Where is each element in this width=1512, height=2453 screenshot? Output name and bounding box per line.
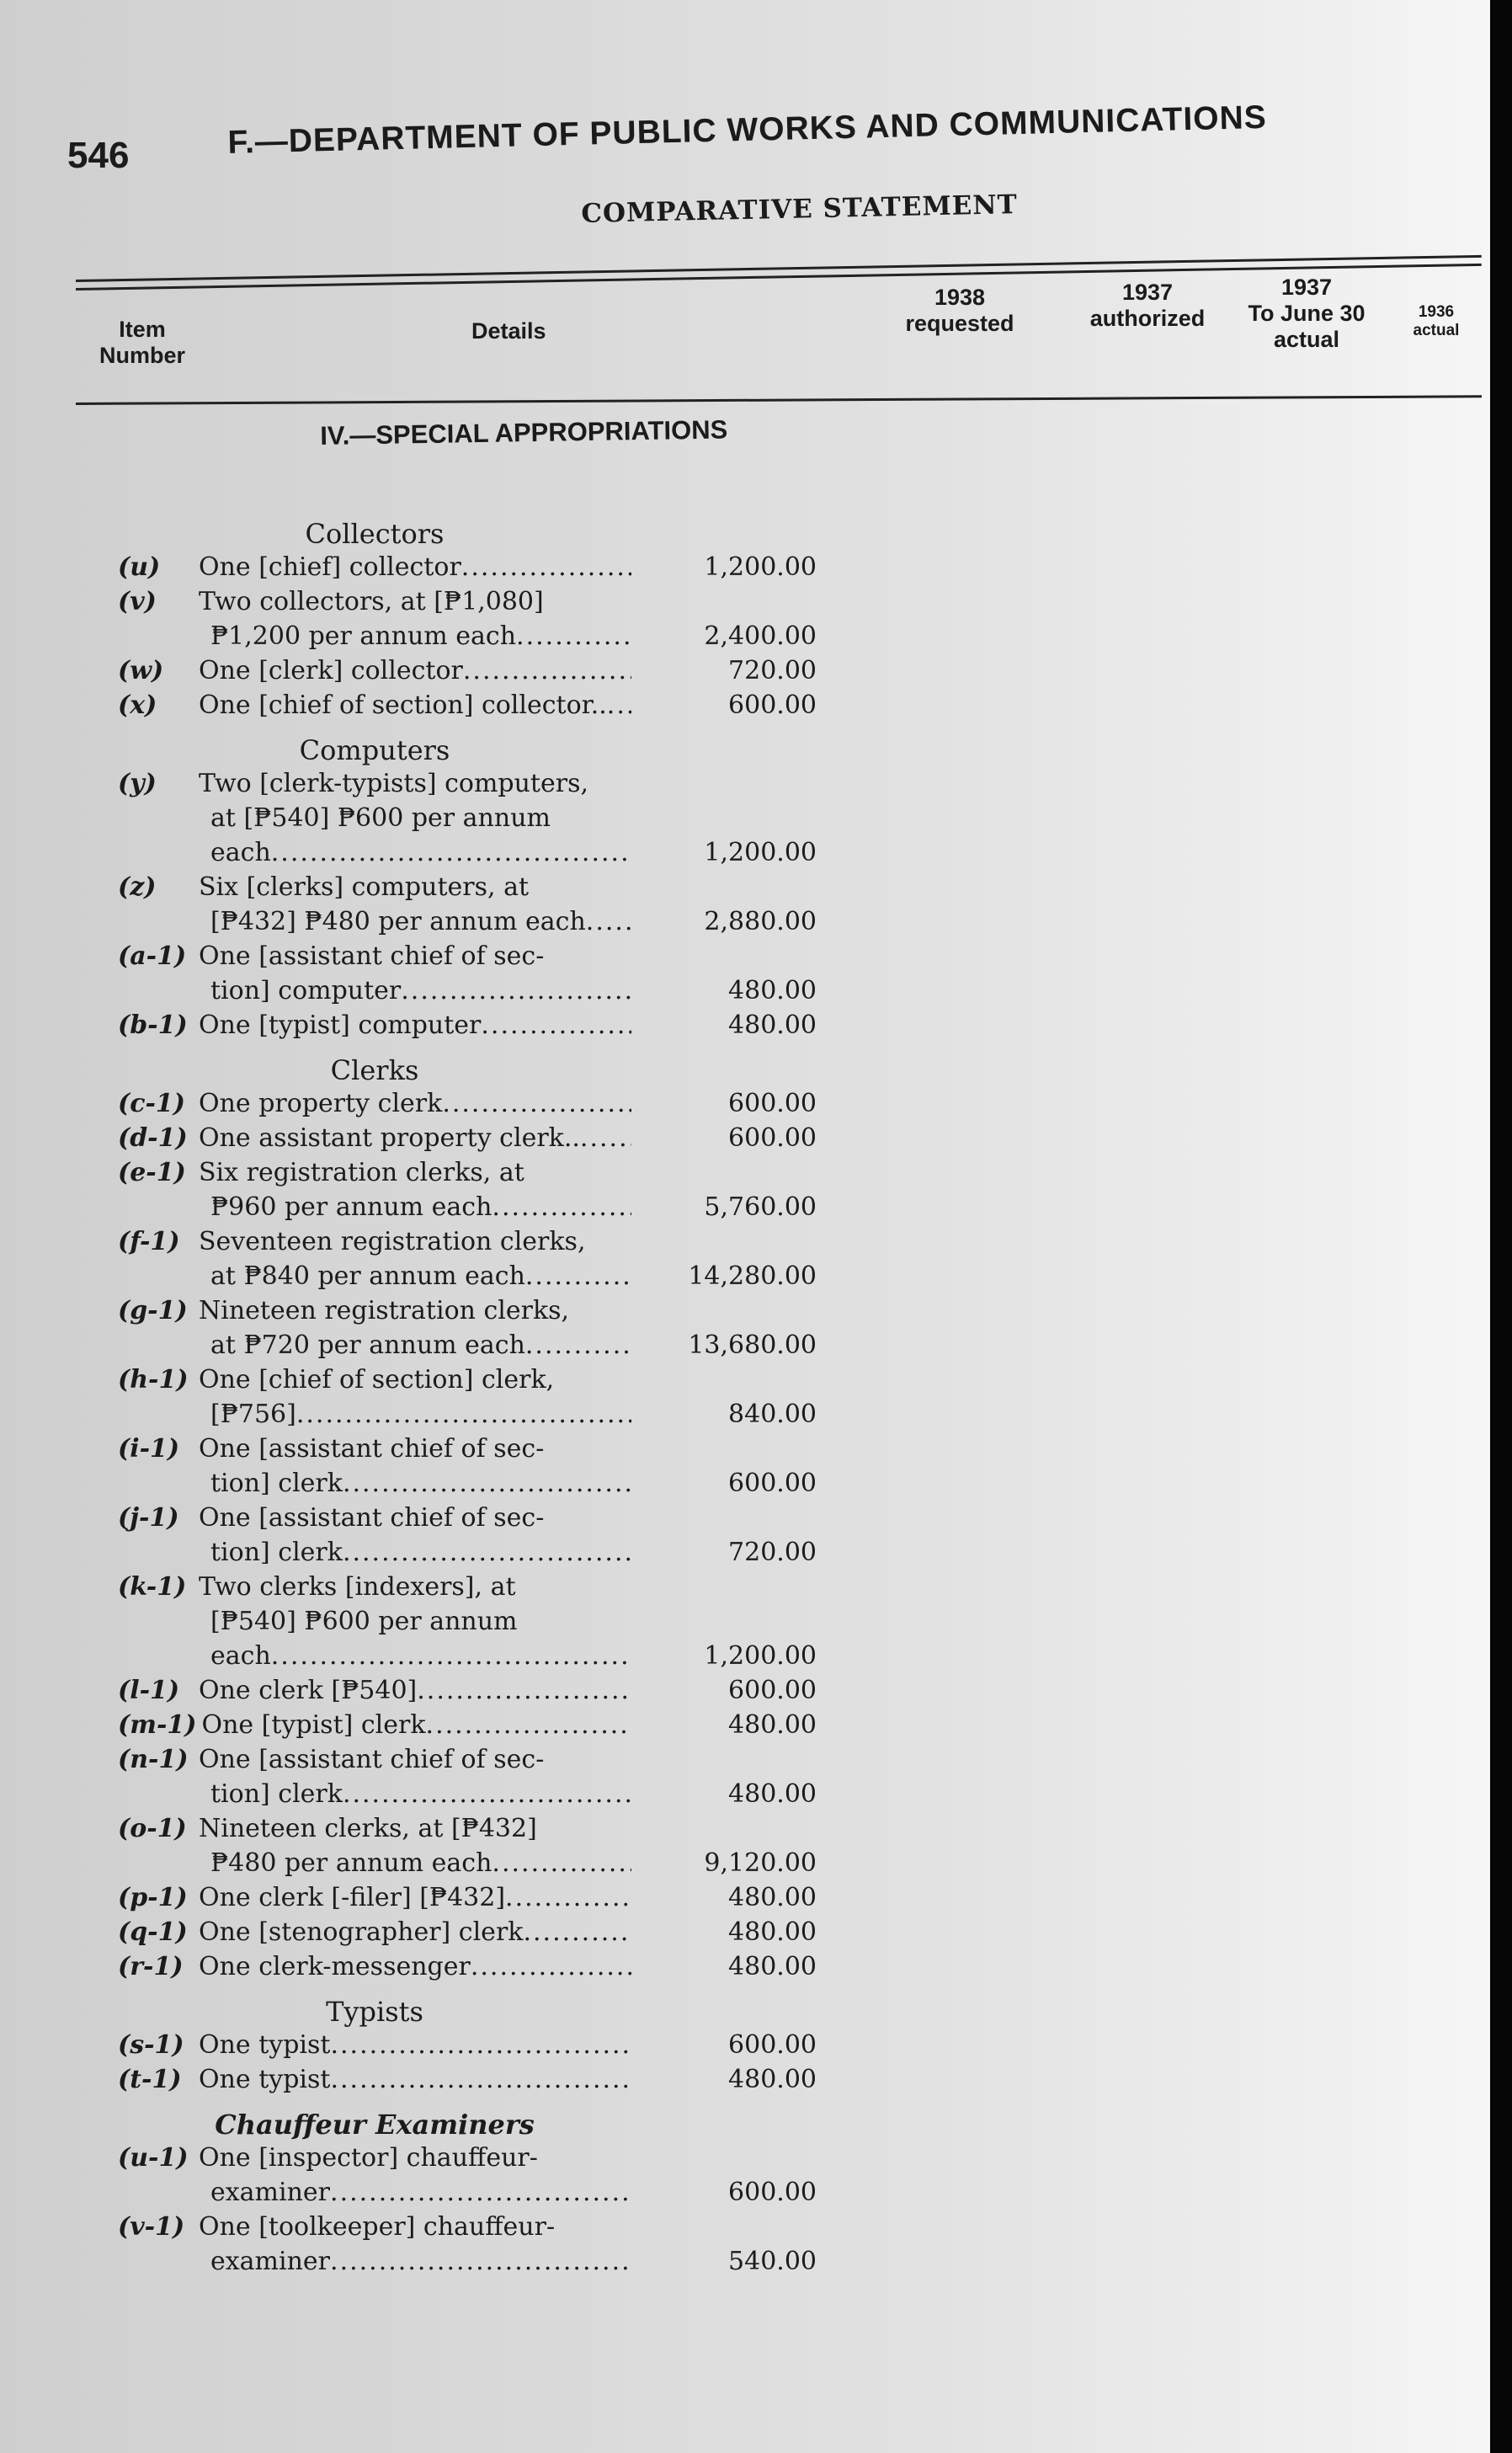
amount-1938-requested: 600.00	[728, 1469, 817, 1498]
entry-row	[118, 1501, 817, 1570]
entry-row	[118, 1949, 817, 1984]
item-detail-text: Two clerks [indexers], at	[199, 1572, 516, 1602]
item-code: (d-1)	[118, 1123, 188, 1153]
item-code: (q-1)	[118, 1917, 188, 1947]
item-code: (u)	[118, 552, 161, 582]
item-detail-text: One clerk [₱540]	[199, 1676, 418, 1705]
entry-row	[118, 1570, 817, 1673]
item-code: (u-1)	[118, 2143, 189, 2173]
item-detail-text: Two collectors, at [₱1,080]	[199, 587, 544, 616]
item-detail-text: One [assistant chief of sec-	[199, 1434, 545, 1464]
item-code: (j-1)	[118, 1503, 179, 1533]
scan-edge	[1490, 0, 1512, 2453]
item-code: (w)	[118, 656, 164, 685]
item-code: (i-1)	[118, 1434, 180, 1464]
item-detail-text: tion] computer	[210, 976, 402, 1005]
item-detail-text: One [chief] collector	[199, 552, 461, 582]
column-header-1937-actual: 1937 To June 30 actual	[1248, 275, 1366, 352]
amount-1938-requested: 720.00	[728, 656, 817, 685]
amount-1938-requested: 13,680.00	[688, 1330, 817, 1360]
item-detail-text: tion] clerk	[210, 1779, 343, 1809]
item-detail-text: One assistant property clerk..	[199, 1123, 580, 1153]
item-detail-text: ₱480 per annum each	[210, 1848, 492, 1878]
item-detail-text: each	[210, 1641, 271, 1671]
item-detail-text: One [assistant chief of sec-	[199, 1503, 545, 1533]
item-detail-text: [₱756]	[210, 1400, 296, 1429]
item-code: (h-1)	[118, 1365, 189, 1394]
entry-row	[118, 939, 817, 1008]
page-number: 546	[67, 135, 130, 176]
item-detail-text: examiner	[210, 2247, 331, 2276]
entry-row	[118, 1673, 817, 1708]
item-code: (r-1)	[118, 1952, 184, 1981]
entry-row	[118, 1224, 817, 1293]
item-detail-text: One typist	[199, 2030, 331, 2060]
amount-1938-requested: 540.00	[728, 2247, 817, 2276]
item-detail-text: One [assistant chief of sec-	[199, 1745, 545, 1774]
amount-1938-requested: 480.00	[728, 976, 817, 1005]
amount-1938-requested: 840.00	[728, 1400, 817, 1429]
item-detail-text: Nineteen registration clerks,	[199, 1296, 570, 1325]
amount-1938-requested: 600.00	[728, 1123, 817, 1153]
amount-1938-requested: 600.00	[728, 2178, 817, 2207]
section-title: IV.—SPECIAL APPROPRIATIONS	[320, 414, 728, 451]
item-detail-text: [₱540] ₱600 per annum	[210, 1607, 518, 1636]
item-detail-text: Two [clerk-typists] computers,	[199, 769, 589, 798]
column-header-details: Details	[471, 318, 546, 344]
amount-1938-requested: 2,400.00	[704, 621, 817, 651]
item-detail-text: at ₱720 per annum each	[210, 1330, 525, 1360]
amount-1938-requested: 480.00	[728, 1779, 817, 1809]
amount-1938-requested: 9,120.00	[704, 1848, 817, 1878]
item-code: (v-1)	[118, 2212, 185, 2242]
item-code: (e-1)	[118, 1158, 186, 1187]
item-detail-text: One [typist] computer	[199, 1011, 482, 1040]
entry-row	[118, 1008, 817, 1043]
item-detail-text: Six registration clerks, at	[199, 1158, 524, 1187]
entry-row	[118, 2141, 817, 2210]
amount-1938-requested: 1,200.00	[704, 1641, 817, 1671]
item-detail-text: Six [clerks] computers, at	[199, 872, 530, 902]
statement-title: COMPARATIVE STATEMENT	[581, 189, 1019, 229]
item-detail-text: One [toolkeeper] chauffeur-	[199, 2212, 556, 2242]
entry-row	[118, 2028, 817, 2062]
amount-1938-requested: 480.00	[728, 1952, 817, 1981]
item-detail-text: One [typist] clerk	[201, 1710, 426, 1740]
group-title-computers: Computers	[299, 734, 450, 766]
item-detail-text: One [chief of section] clerk,	[199, 1365, 555, 1394]
item-detail-text: One [clerk] collector	[199, 656, 463, 685]
amount-1938-requested: 14,280.00	[688, 1261, 817, 1291]
item-detail-text: ₱960 per annum each	[210, 1192, 492, 1222]
item-code: (c-1)	[118, 1089, 185, 1118]
amount-1938-requested: 480.00	[728, 2065, 817, 2094]
item-code: (v)	[118, 587, 157, 616]
entry-row	[118, 1293, 817, 1362]
item-detail-text: tion] clerk	[210, 1538, 343, 1567]
entry-row	[118, 1880, 817, 1915]
entry-row	[118, 1708, 817, 1742]
item-code: (n-1)	[118, 1745, 189, 1774]
item-code: (k-1)	[118, 1572, 187, 1602]
column-header-1937-authorized: 1937 authorized	[1089, 280, 1206, 331]
item-code: (p-1)	[118, 1883, 188, 1912]
item-detail-text: tion] clerk	[210, 1469, 343, 1498]
amount-1938-requested: 2,880.00	[704, 907, 817, 936]
entry-row	[118, 2062, 817, 2097]
entry-row	[118, 688, 817, 723]
entry-row	[118, 1811, 817, 1880]
item-detail-text: [₱432] ₱480 per annum each	[210, 907, 586, 936]
group-title-typists: Typists	[326, 1996, 423, 2028]
item-detail-text: One typist	[199, 2065, 331, 2094]
item-detail-text: examiner	[210, 2178, 331, 2207]
item-detail-text: One [stenographer] clerk	[199, 1917, 524, 1947]
entry-row	[118, 766, 817, 870]
item-code: (g-1)	[118, 1296, 188, 1325]
item-code: (y)	[118, 769, 157, 798]
amount-1938-requested: 480.00	[728, 1011, 817, 1040]
column-header-item-number: Item Number	[98, 317, 185, 368]
item-code: (s-1)	[118, 2030, 184, 2060]
amount-1938-requested: 5,760.00	[704, 1192, 817, 1222]
entry-row	[118, 2210, 817, 2279]
header-rule-bottom	[76, 395, 1482, 405]
amount-1938-requested: 480.00	[728, 1710, 817, 1740]
item-detail-text: One clerk [-filer] [₱432]	[199, 1883, 506, 1912]
item-code: (f-1)	[118, 1227, 180, 1256]
entry-row	[118, 550, 817, 584]
column-header-1938-requested: 1938 requested	[905, 285, 1014, 336]
item-detail-text: Seventeen registration clerks,	[199, 1227, 586, 1256]
item-detail-text: Nineteen clerks, at [₱432]	[199, 1814, 537, 1843]
amount-1938-requested: 600.00	[728, 2030, 817, 2060]
item-code: (a-1)	[118, 941, 187, 971]
item-detail-text: One property clerk	[199, 1089, 443, 1118]
item-detail-text: One [assistant chief of sec-	[199, 941, 545, 971]
entry-row	[118, 1121, 817, 1155]
item-code: (m-1)	[118, 1710, 197, 1740]
item-detail-text: each	[210, 838, 271, 867]
entry-row	[118, 1742, 817, 1811]
item-detail-text: One clerk-messenger	[199, 1952, 471, 1981]
appropriations-list	[118, 518, 817, 2279]
entry-row	[118, 1086, 817, 1121]
item-detail-text: ₱1,200 per annum each	[210, 621, 517, 651]
item-code: (l-1)	[118, 1676, 180, 1705]
entry-row	[118, 1362, 817, 1432]
item-code: (z)	[118, 872, 157, 902]
entry-row	[118, 653, 817, 688]
item-code: (t-1)	[118, 2065, 182, 2094]
entry-row	[118, 1432, 817, 1501]
group-title-collectors: Collectors	[305, 518, 445, 550]
entry-row	[118, 1155, 817, 1224]
group-title-chauffeur-examiners: Chauffeur Examiners	[215, 2109, 535, 2141]
amount-1938-requested: 480.00	[728, 1917, 817, 1947]
item-detail-text: at [₱540] ₱600 per annum	[210, 803, 551, 833]
amount-1938-requested: 1,200.00	[704, 552, 817, 582]
amount-1938-requested: 600.00	[728, 1089, 817, 1118]
entry-row	[118, 584, 817, 653]
amount-1938-requested: 600.00	[728, 691, 817, 720]
item-code: (o-1)	[118, 1814, 187, 1843]
item-detail-text: One [chief of section] collector..	[199, 691, 607, 720]
item-detail-text: One [inspector] chauffeur-	[199, 2143, 538, 2173]
item-code: (x)	[118, 691, 157, 720]
group-title-clerks: Clerks	[330, 1054, 419, 1086]
entry-row	[118, 1915, 817, 1949]
amount-1938-requested: 720.00	[728, 1538, 817, 1567]
item-code: (b-1)	[118, 1011, 188, 1040]
column-header-1936-actual: 1936 actual	[1413, 303, 1460, 339]
amount-1938-requested: 1,200.00	[704, 838, 817, 867]
department-title: F.—DEPARTMENT OF PUBLIC WORKS AND COMMUNICATIONS	[227, 99, 1268, 161]
amount-1938-requested: 600.00	[728, 1676, 817, 1705]
amount-1938-requested: 480.00	[728, 1883, 817, 1912]
item-detail-text: at ₱840 per annum each	[210, 1261, 525, 1291]
entry-row	[118, 870, 817, 939]
